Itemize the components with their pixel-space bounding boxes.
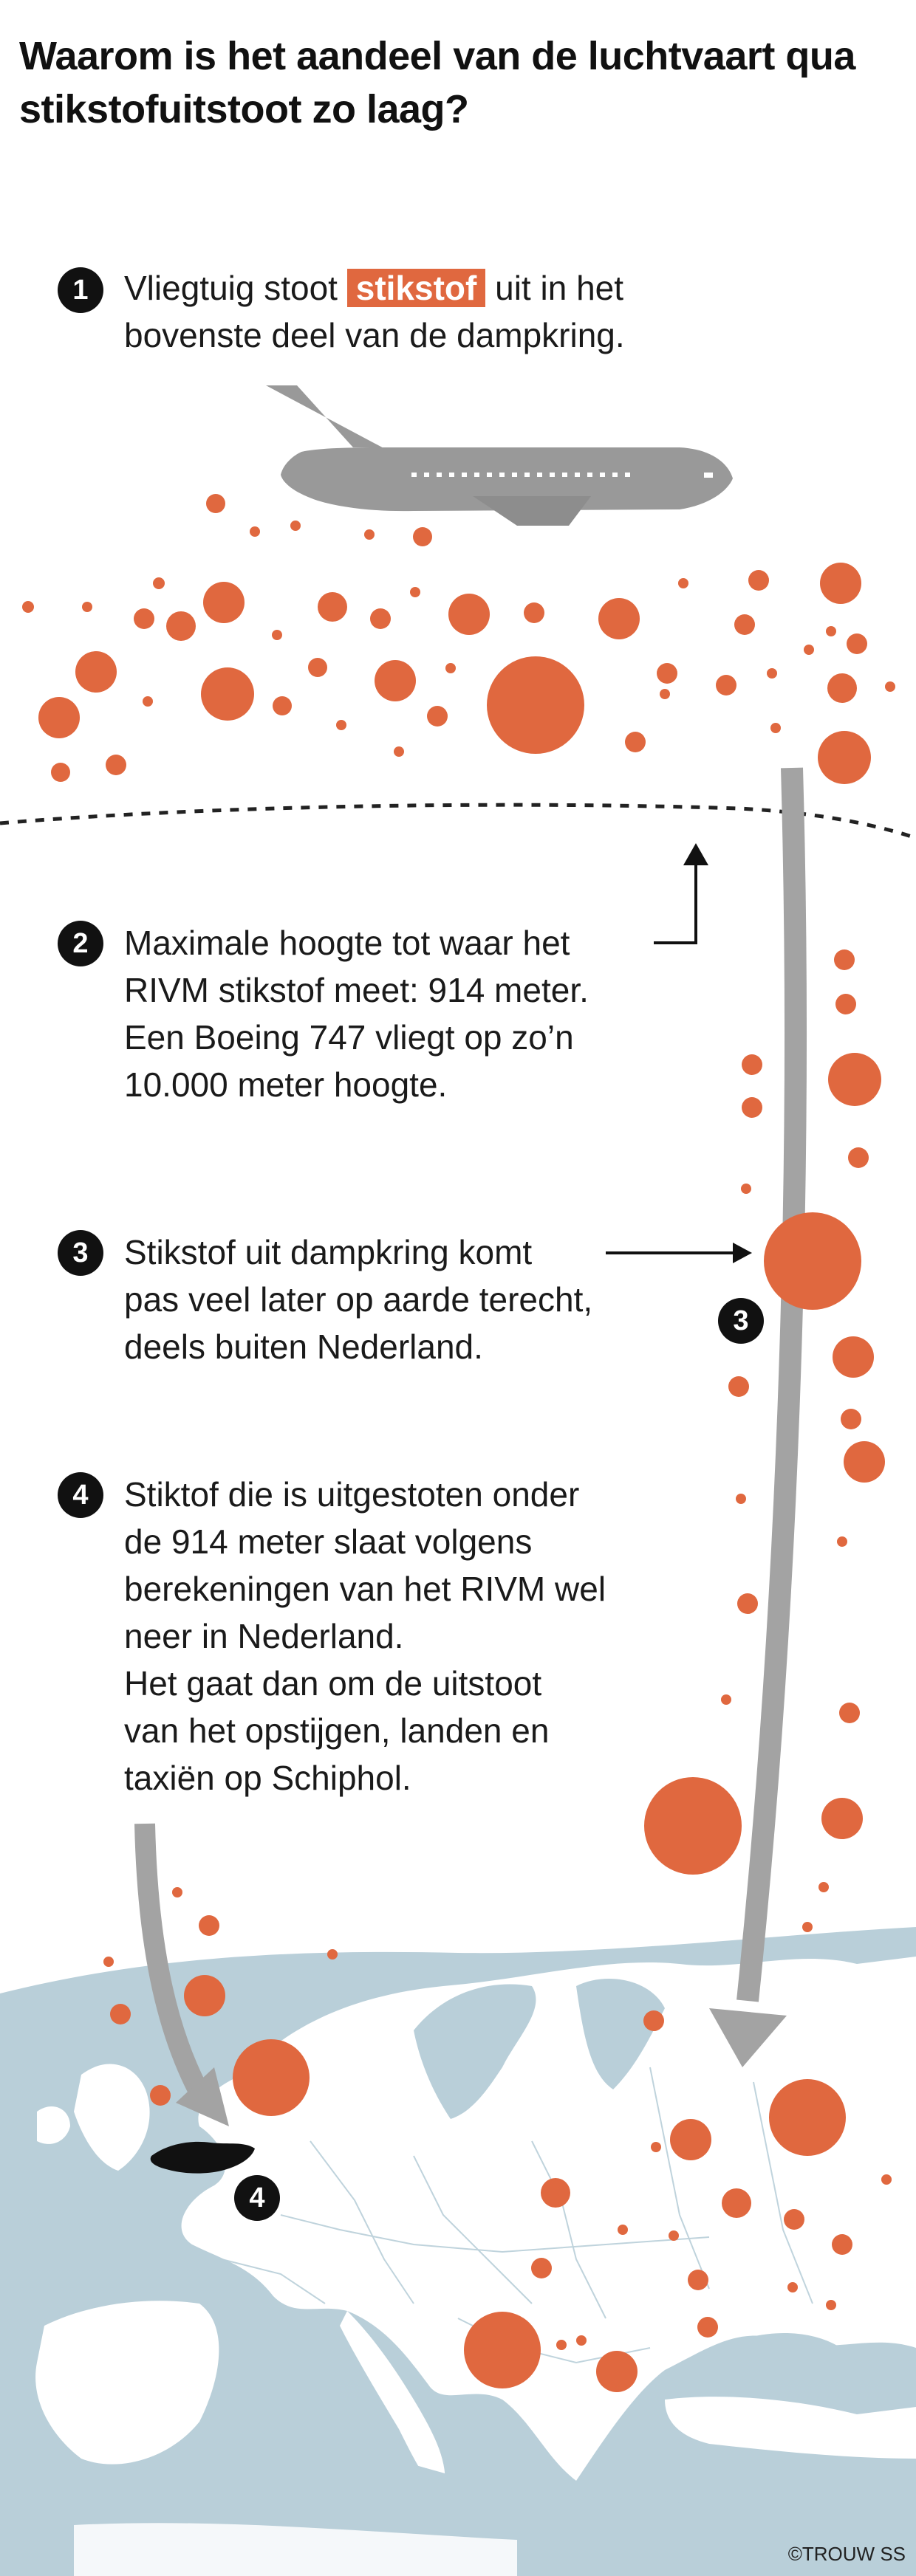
fallout-pointer-arrow: [606, 1243, 752, 1263]
step-3-line-3: deels buiten Nederland.: [124, 1328, 483, 1366]
step-1-number: 1: [58, 267, 103, 313]
step-2-number: 2: [58, 921, 103, 966]
step-3-line-2: pas veel later op aarde terecht,: [124, 1280, 593, 1319]
step-4-text: [124, 1471, 606, 1802]
step-4-line-6: van het opstijgen, landen en: [124, 1711, 550, 1750]
step-3-line-1: Stikstof uit dampkring komt: [124, 1233, 533, 1271]
credit: ©TROUW SS: [787, 2543, 906, 2565]
step-4-line-3: berekeningen van het RIVM wel: [124, 1570, 606, 1608]
nitrogen-highlight: stikstof: [347, 269, 486, 307]
height-pointer-arrow: [654, 843, 708, 943]
step-1-text-before: Vliegtuig stoot: [124, 269, 338, 307]
step-2-line-3: Een Boeing 747 vliegt op zo’n: [124, 1018, 574, 1057]
step-3-number: 3: [58, 1230, 103, 1276]
step-1-line-2: bovenste deel van de dampkring.: [124, 316, 625, 354]
step-2-text: [124, 919, 589, 1108]
step-4-line-2: de 914 meter slaat volgens: [124, 1522, 533, 1561]
page-title: Waarom is het aandeel van de luchtvaart qua stikstofuitstoot zo laag?: [19, 34, 855, 131]
step-4-number: 4: [58, 1472, 103, 1518]
airplane-icon: [266, 385, 733, 526]
step-4-line-4: neer in Nederland.: [124, 1617, 404, 1655]
atmosphere-boundary: [0, 805, 916, 838]
step-4-line-5: Het gaat dan om de uitstoot: [124, 1664, 542, 1703]
step-2-line-2: RIVM stikstof meet: 914 meter.: [124, 971, 589, 1009]
step-2-line-1: Maximale hoogte tot waar het: [124, 924, 570, 962]
arrow-marker-3: 3: [718, 1298, 764, 1344]
step-2-line-4: 10.000 meter hoogte.: [124, 1065, 448, 1104]
map-marker-4: 4: [234, 2175, 280, 2221]
step-4-line-1: Stiktof die is uitgestoten onder: [124, 1475, 580, 1514]
step-4-line-7: taxiën op Schiphol.: [124, 1759, 411, 1797]
step-3-text: [124, 1229, 592, 1370]
long-fall-arrow: [709, 768, 796, 2067]
step-1-text-after: uit in het: [495, 269, 624, 307]
step-1-text: [124, 264, 625, 359]
